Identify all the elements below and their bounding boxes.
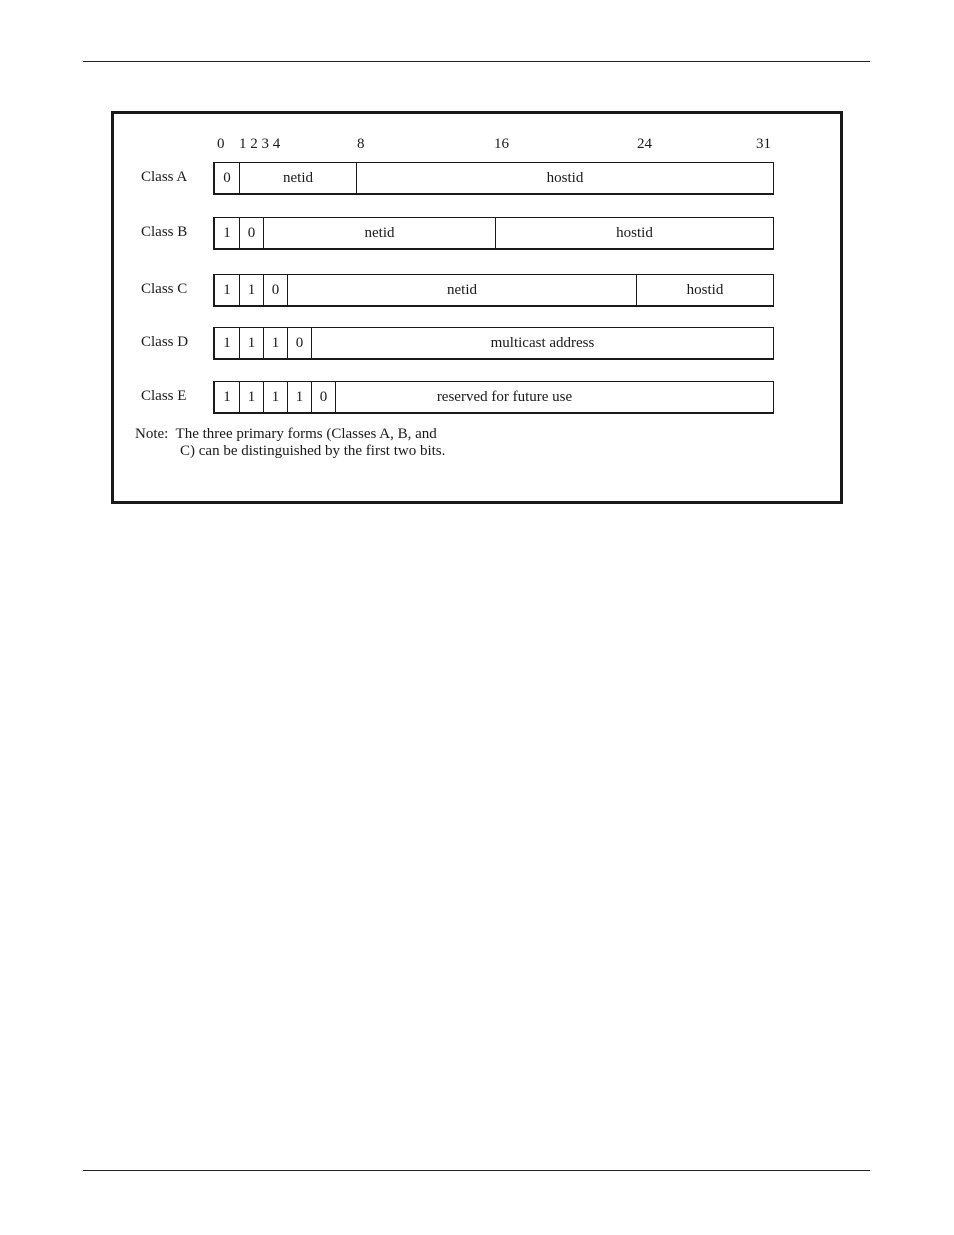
bit-position-16: 16: [494, 136, 509, 152]
class-a-hostid: hostid: [546, 169, 584, 186]
bit-position-31: 31: [756, 136, 771, 152]
class-e-bit-3: 1: [288, 382, 312, 412]
class-a-bit-0: 0: [215, 163, 240, 193]
bit-position-8: 8: [357, 136, 365, 152]
class-d-multicast-address: multicast address: [490, 334, 595, 351]
bit-position-24: 24: [637, 136, 652, 152]
class-c-bit-2: 0: [264, 275, 288, 305]
class-d-bit-3: 0: [288, 328, 312, 358]
figure-note: [135, 426, 445, 460]
class-b-bit-0: 1: [215, 218, 240, 248]
class-b-hostid: hostid: [616, 224, 653, 241]
page-header-rule: [83, 61, 870, 62]
class-e-label: Class E: [141, 388, 187, 404]
class-b-label: Class B: [141, 224, 188, 240]
class-d-bit-1: 1: [240, 328, 264, 358]
class-d-label: Class D: [141, 334, 189, 350]
class-c-netid: netid: [288, 275, 637, 305]
class-c-bit-1: 1: [240, 275, 264, 305]
class-c-bit-0: 1: [215, 275, 240, 305]
class-a-label: Class A: [141, 169, 188, 185]
class-e-bit-1: 1: [240, 382, 264, 412]
class-b-netid: netid: [264, 218, 496, 248]
class-e-reserved: reserved for future use: [436, 388, 573, 405]
class-d-address-format: [213, 327, 774, 360]
note-line-2: C) can be distinguished by the first two bits.: [180, 443, 446, 459]
bit-position-0: 0: [217, 136, 225, 152]
bit-position-1-4: 1 2 3 4: [239, 136, 281, 152]
class-b-address-format: [213, 217, 774, 250]
note-line-1: Note: The three primary forms (Classes A, B, and: [135, 426, 437, 442]
class-a-address-format: [213, 162, 774, 195]
class-c-hostid: hostid: [686, 281, 724, 298]
class-e-bit-4: 0: [312, 382, 336, 412]
class-a-netid: netid: [240, 163, 357, 193]
class-c-label: Class C: [141, 281, 188, 297]
class-e-bit-0: 1: [215, 382, 240, 412]
class-e-bit-2: 1: [264, 382, 288, 412]
class-e-address-format: [213, 381, 774, 414]
class-b-bit-1: 0: [240, 218, 264, 248]
page-footer-rule: [83, 1170, 870, 1171]
class-d-bit-2: 1: [264, 328, 288, 358]
class-c-address-format: [213, 274, 774, 307]
class-d-bit-0: 1: [215, 328, 240, 358]
